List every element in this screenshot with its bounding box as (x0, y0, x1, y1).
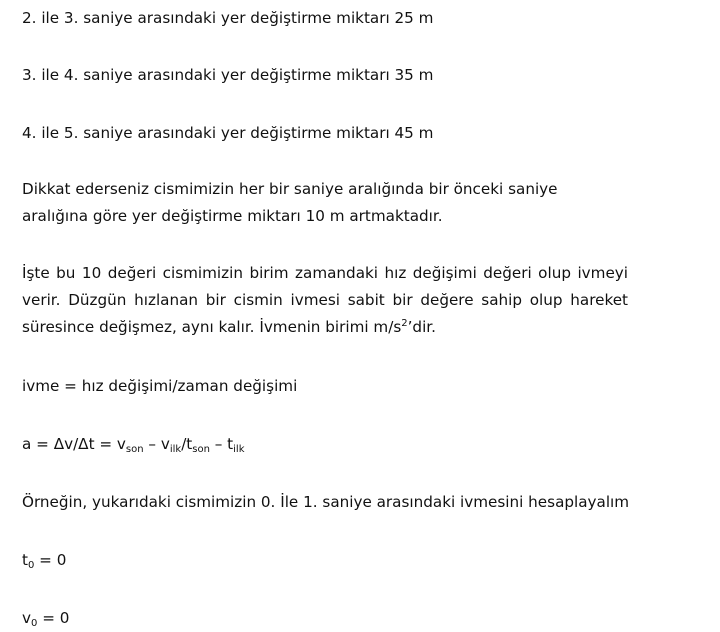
displacement-line-4-5: 4. ile 5. saniye arasındaki yer değiştirme miktarı 45 m (22, 124, 434, 142)
example-intro: Örneğin, yukarıdaki cismimizin 0. İle 1. saniye arasındaki ivmesini hesaplayalım (22, 493, 630, 511)
initial-velocity-symbol: v (22, 609, 31, 627)
displacement-line-3-4: 3. ile 4. saniye arasındaki yer değiştirme miktarı 35 m (22, 66, 434, 84)
initial-time (22, 550, 66, 570)
acceleration-explanation-paragraph (22, 260, 628, 341)
unit-suffix: ’dir. (407, 318, 436, 336)
acceleration-formula (22, 434, 245, 454)
formula-sub-son-2: son (192, 444, 210, 455)
acceleration-explanation-text: İşte bu 10 değeri cismimizin birim zamandaki hız değişimi değeri olup ivmeyi verir. Düzgün hızlanan bir cismin ivmesi sabit bir değere sahip olup hareket süresince değişmez, aynı kalır. İvmenin birimi m/s (22, 264, 628, 336)
initial-velocity-value: = 0 (37, 609, 70, 627)
formula-part-minus-v: – v (143, 435, 170, 453)
formula-part-minus-t: – t (209, 435, 234, 453)
formula-part-slash-t: /t (181, 435, 193, 453)
initial-velocity (22, 608, 69, 628)
formula-part-a: a = Δv/Δt = v (22, 435, 126, 453)
formula-sub-ilk-2: ilk (233, 444, 245, 455)
unit-exponent: 2 (401, 318, 408, 329)
observation-paragraph: Dikkat ederseniz cismimizin her bir saniye aralığında bir önceki saniye aralığına göre yer değiştirme miktarı 10 m artmaktadır. (22, 180, 558, 225)
formula-sub-son-1: son (125, 444, 144, 455)
initial-time-subscript: 0 (27, 560, 35, 571)
initial-velocity-subscript: 0 (31, 618, 38, 629)
initial-time-value: = 0 (34, 551, 67, 569)
formula-sub-ilk-1: ilk (169, 444, 182, 455)
acceleration-definition: ivme = hız değişimi/zaman değişimi (22, 377, 298, 395)
displacement-line-2-3: 2. ile 3. saniye arasındaki yer değiştirme miktarı 25 m (22, 9, 434, 27)
initial-time-symbol: t (22, 551, 28, 569)
